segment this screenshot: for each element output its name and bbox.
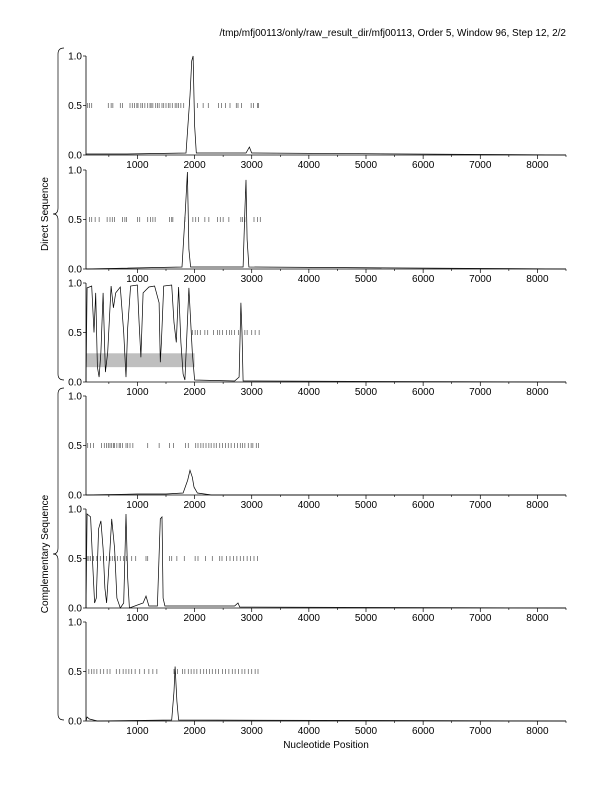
y-tick-label: 0.0 bbox=[68, 264, 82, 276]
complementary-sequence-label: Complementary Sequence bbox=[40, 494, 51, 614]
x-tick-label: 2000 bbox=[183, 613, 206, 624]
y-tick-label: 0.0 bbox=[68, 377, 82, 389]
y-tick-label: 1.0 bbox=[68, 165, 82, 177]
series-line bbox=[86, 514, 566, 608]
y-tick-label: 1.0 bbox=[68, 504, 82, 516]
x-tick-label: 1000 bbox=[126, 500, 149, 511]
panel-6 bbox=[68, 618, 566, 738]
x-tick-label: 3000 bbox=[240, 160, 263, 171]
x-tick-label: 3000 bbox=[240, 387, 263, 398]
x-tick-label: 1000 bbox=[126, 613, 149, 624]
x-tick-label: 3000 bbox=[240, 274, 263, 285]
x-tick-label: 5000 bbox=[354, 387, 378, 398]
y-tick-label: 0.5 bbox=[68, 101, 82, 112]
y-tick-label: 0.0 bbox=[68, 150, 82, 162]
x-tick-label: 8000 bbox=[526, 160, 549, 171]
x-tick-label: 6000 bbox=[412, 726, 435, 737]
x-tick-label: 3000 bbox=[240, 613, 263, 624]
y-tick-label: 0.0 bbox=[68, 490, 82, 502]
y-tick-label: 0.5 bbox=[68, 667, 82, 678]
series-line bbox=[86, 667, 566, 722]
y-tick-label: 0.5 bbox=[68, 441, 82, 452]
x-tick-label: 4000 bbox=[297, 500, 320, 511]
panel-4 bbox=[68, 392, 566, 512]
x-tick-label: 6000 bbox=[412, 274, 435, 285]
x-tick-label: 7000 bbox=[469, 613, 492, 624]
highlight-band bbox=[86, 353, 195, 367]
y-tick-label: 1.0 bbox=[68, 391, 82, 403]
x-tick-label: 7000 bbox=[469, 387, 492, 398]
x-tick-label: 2000 bbox=[183, 274, 206, 285]
x-tick-label: 1000 bbox=[126, 387, 149, 398]
x-tick-label: 4000 bbox=[297, 613, 320, 624]
series-line bbox=[86, 172, 566, 269]
x-tick-label: 5000 bbox=[354, 160, 378, 171]
panel-3 bbox=[68, 279, 566, 399]
direct-sequence-label: Direct Sequence bbox=[40, 177, 51, 251]
x-tick-label: 4000 bbox=[297, 274, 320, 285]
x-tick-label: 8000 bbox=[526, 274, 549, 285]
x-tick-label: 2000 bbox=[183, 160, 206, 171]
direct-sequence-brace bbox=[53, 48, 64, 380]
y-tick-label: 0.5 bbox=[68, 215, 82, 226]
complementary-sequence-brace bbox=[53, 388, 64, 720]
x-tick-label: 1000 bbox=[126, 726, 149, 737]
figure-title: /tmp/mfj00113/only/raw_result_dir/mfj00113, Order 5, Window 96, Step 12, 2/2 bbox=[219, 28, 566, 39]
x-tick-label: 6000 bbox=[412, 160, 435, 171]
series-line bbox=[86, 56, 566, 155]
y-tick-label: 0.5 bbox=[68, 328, 82, 339]
x-tick-label: 8000 bbox=[526, 726, 549, 737]
panel-5 bbox=[68, 505, 566, 625]
x-tick-label: 6000 bbox=[412, 613, 435, 624]
x-tick-label: 6000 bbox=[412, 387, 435, 398]
y-tick-label: 0.0 bbox=[68, 603, 82, 615]
x-tick-label: 6000 bbox=[412, 500, 435, 511]
x-tick-label: 7000 bbox=[469, 500, 492, 511]
x-tick-label: 7000 bbox=[469, 726, 492, 737]
x-tick-label: 5000 bbox=[354, 613, 378, 624]
series-line bbox=[86, 285, 566, 382]
x-tick-label: 3000 bbox=[240, 726, 263, 737]
x-tick-label: 4000 bbox=[297, 726, 320, 737]
y-tick-label: 1.0 bbox=[68, 278, 82, 290]
x-tick-label: 5000 bbox=[354, 500, 378, 511]
x-tick-label: 7000 bbox=[469, 274, 492, 285]
y-tick-label: 1.0 bbox=[68, 617, 82, 629]
x-tick-label: 2000 bbox=[183, 387, 206, 398]
x-tick-label: 4000 bbox=[297, 387, 320, 398]
y-tick-label: 0.5 bbox=[68, 554, 82, 565]
panels bbox=[68, 52, 566, 738]
x-tick-label: 1000 bbox=[126, 160, 149, 171]
x-tick-label: 1000 bbox=[126, 274, 149, 285]
x-tick-label: 8000 bbox=[526, 613, 549, 624]
x-tick-label: 7000 bbox=[469, 160, 492, 171]
x-axis-title: Nucleotide Position bbox=[283, 740, 369, 751]
x-tick-label: 4000 bbox=[297, 160, 320, 171]
y-tick-label: 1.0 bbox=[68, 51, 82, 63]
series-line bbox=[86, 470, 566, 495]
x-tick-label: 5000 bbox=[354, 274, 378, 285]
x-tick-label: 8000 bbox=[526, 500, 549, 511]
x-tick-label: 2000 bbox=[183, 500, 206, 511]
panel-1 bbox=[68, 52, 566, 172]
x-tick-label: 3000 bbox=[240, 500, 263, 511]
x-tick-label: 8000 bbox=[526, 387, 549, 398]
panel-2 bbox=[68, 166, 566, 286]
y-tick-label: 0.0 bbox=[68, 716, 82, 728]
x-tick-label: 5000 bbox=[354, 726, 378, 737]
x-tick-label: 2000 bbox=[183, 726, 206, 737]
